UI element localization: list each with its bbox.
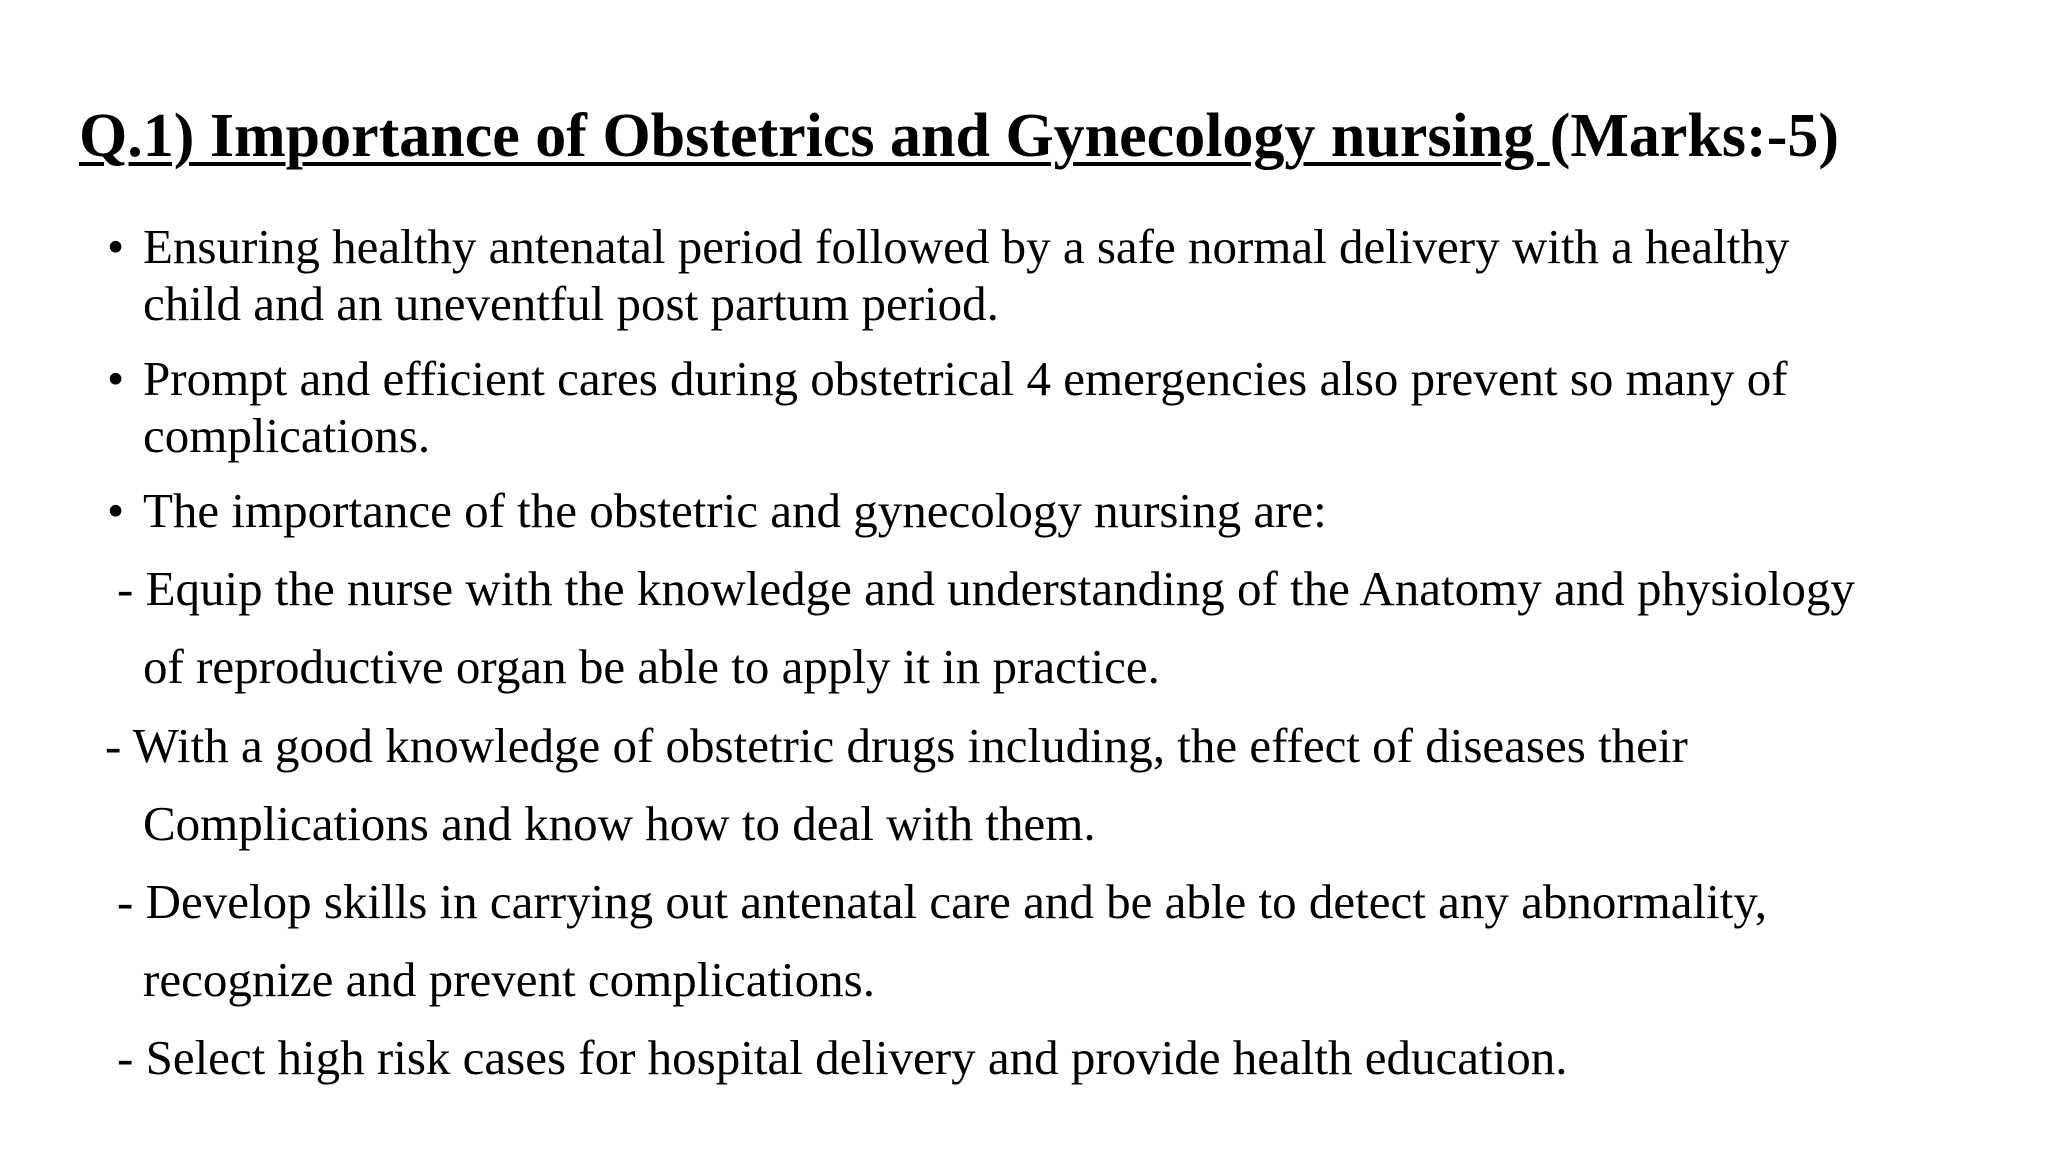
title-marks-text: (Marks:-5) bbox=[1549, 102, 1839, 170]
sub-point-line: recognize and prevent complications. bbox=[143, 952, 875, 1007]
bullet-line: child and an uneventful post partum period. bbox=[143, 276, 999, 331]
title-underlined-text: Q.1) Importance of Obstetrics and Gynecology nursing bbox=[79, 102, 1550, 170]
bullet-line: complications. bbox=[143, 408, 431, 463]
sub-point-line: - With a good knowledge of obstetric drugs including, the effect of diseases their bbox=[105, 718, 1688, 773]
bullet-dot-icon: • bbox=[107, 483, 125, 538]
slide-title bbox=[79, 100, 1839, 172]
sub-point-line: Complications and know how to deal with them. bbox=[143, 796, 1096, 851]
bullet-text bbox=[143, 482, 1943, 539]
sub-point-line: - Select high risk cases for hospital delivery and provide health education. bbox=[117, 1030, 1568, 1085]
bullet-dot-icon: • bbox=[107, 351, 125, 406]
bullet-text bbox=[143, 218, 1943, 332]
bullet-line: The importance of the obstetric and gynecology nursing are: bbox=[143, 483, 1327, 538]
bullet-line: Ensuring healthy antenatal period followed by a safe normal delivery with a healthy bbox=[143, 219, 1790, 274]
sub-point-line: of reproductive organ be able to apply it in practice. bbox=[143, 639, 1160, 694]
sub-point-line: - Equip the nurse with the knowledge and understanding of the Anatomy and physiology bbox=[117, 561, 1855, 616]
bullet-line: Prompt and efficient cares during obstetrical 4 emergencies also prevent so many of bbox=[143, 351, 1788, 406]
bullet-text bbox=[143, 350, 1943, 464]
sub-point-line: - Develop skills in carrying out antenatal care and be able to detect any abnormality, bbox=[117, 874, 1767, 929]
bullet-dot-icon: • bbox=[107, 219, 125, 274]
